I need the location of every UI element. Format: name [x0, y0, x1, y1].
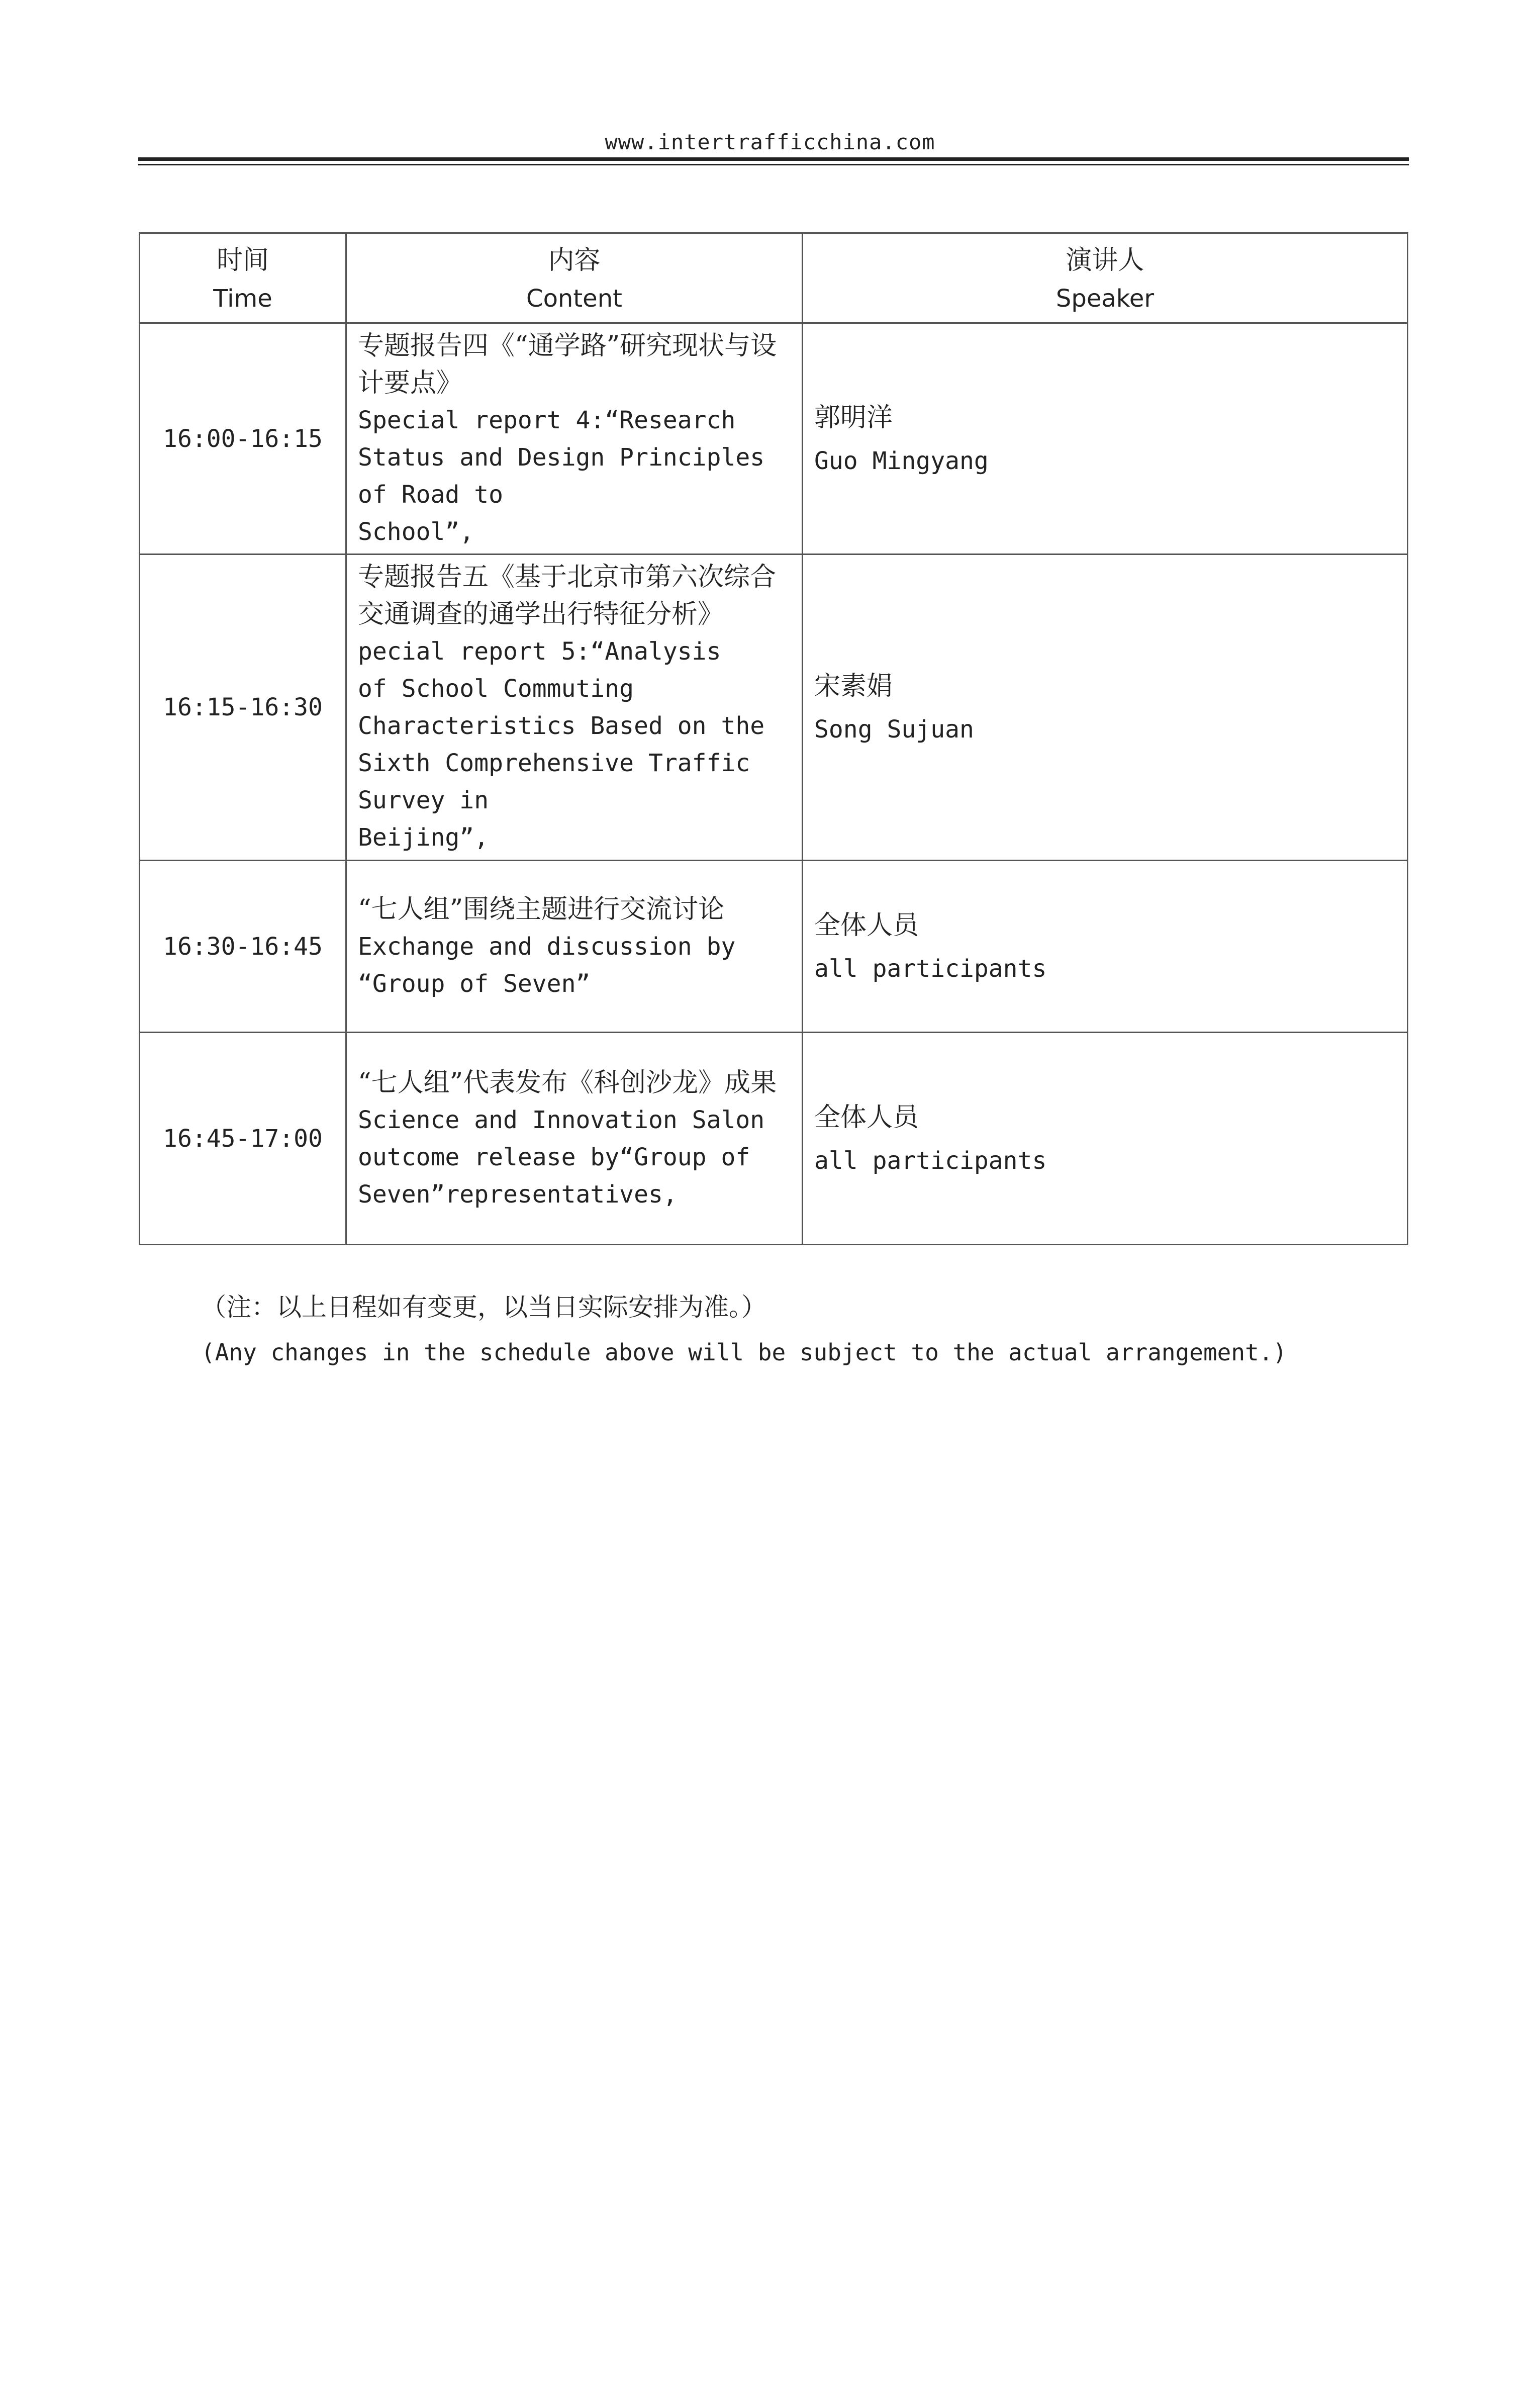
- table-row: [140, 555, 1408, 861]
- content-cell: [346, 861, 803, 1033]
- content-zh: “七人组”代表发布《科创沙龙》成果: [358, 1067, 777, 1098]
- schedule-note: [201, 1284, 1287, 1375]
- content-zh: “七人组”围绕主题进行交流讨论: [358, 894, 725, 925]
- speaker-cell: [803, 1033, 1408, 1245]
- table-row: [140, 323, 1408, 555]
- header-speaker-zh: 演讲人: [1066, 245, 1144, 275]
- content-cell: [346, 323, 803, 555]
- speaker-en: Song Sujuan: [814, 715, 974, 744]
- note-en: (Any changes in the schedule above will be subject to the actual arrangement.): [201, 1339, 1287, 1366]
- speaker-cell: [803, 323, 1408, 555]
- speaker-zh: 宋素娟: [814, 671, 893, 701]
- header-url: www.intertrafficchina.com: [605, 130, 935, 154]
- table-row: [140, 1033, 1408, 1245]
- content-cell: [346, 1033, 803, 1245]
- header-time: [140, 233, 346, 323]
- header-content: [346, 233, 803, 323]
- header-speaker-en: Speaker: [1055, 285, 1154, 313]
- header-time-en: Time: [213, 285, 272, 313]
- speaker-zh: 全体人员: [814, 1102, 919, 1133]
- note-zh: （注：以上日程如有变更，以当日实际安排为准。）: [201, 1293, 766, 1322]
- speaker-en: Guo Mingyang: [814, 446, 989, 475]
- content-zh: 专题报告四《“通学路”研究现状与设计要点》: [358, 330, 777, 398]
- content-en: pecial report 5:“Analysis of School Commuting Characteristics Based on the Sixth Comprehensive Traffic Survey in Beijing”,: [358, 637, 765, 852]
- content-en: Science and Innovation Salon outcome release by“Group of Seven”representatives,: [358, 1106, 765, 1209]
- speaker-zh: 郭明洋: [814, 402, 893, 433]
- header-speaker: [803, 233, 1408, 323]
- content-cell: [346, 555, 803, 861]
- header-content-en: Content: [526, 285, 622, 313]
- speaker-cell: [803, 861, 1408, 1033]
- header-content-zh: 内容: [548, 245, 601, 275]
- time-cell: 16:00-16:15: [140, 323, 346, 555]
- content-en: Exchange and discussion by “Group of Seven”: [358, 932, 736, 998]
- content-zh: 专题报告五《基于北京市第六次综合交通调查的通学出行特征分析》: [358, 562, 777, 629]
- speaker-cell: [803, 555, 1408, 861]
- time-cell: 16:45-17:00: [140, 1033, 346, 1245]
- header-rule-thick: [138, 157, 1409, 161]
- speaker-zh: 全体人员: [814, 910, 919, 941]
- speaker-en: all participants: [814, 1146, 1047, 1175]
- content-en: Special report 4:“Research Status and Design Principles of Road to School”,: [358, 406, 765, 546]
- table-row: [140, 861, 1408, 1033]
- speaker-en: all participants: [814, 954, 1047, 983]
- time-cell: 16:30-16:45: [140, 861, 346, 1033]
- table-header-row: [140, 233, 1408, 323]
- schedule-table: [139, 232, 1408, 1245]
- header-rule-thin: [138, 164, 1409, 165]
- header-time-zh: 时间: [216, 245, 269, 275]
- time-cell: 16:15-16:30: [140, 555, 346, 861]
